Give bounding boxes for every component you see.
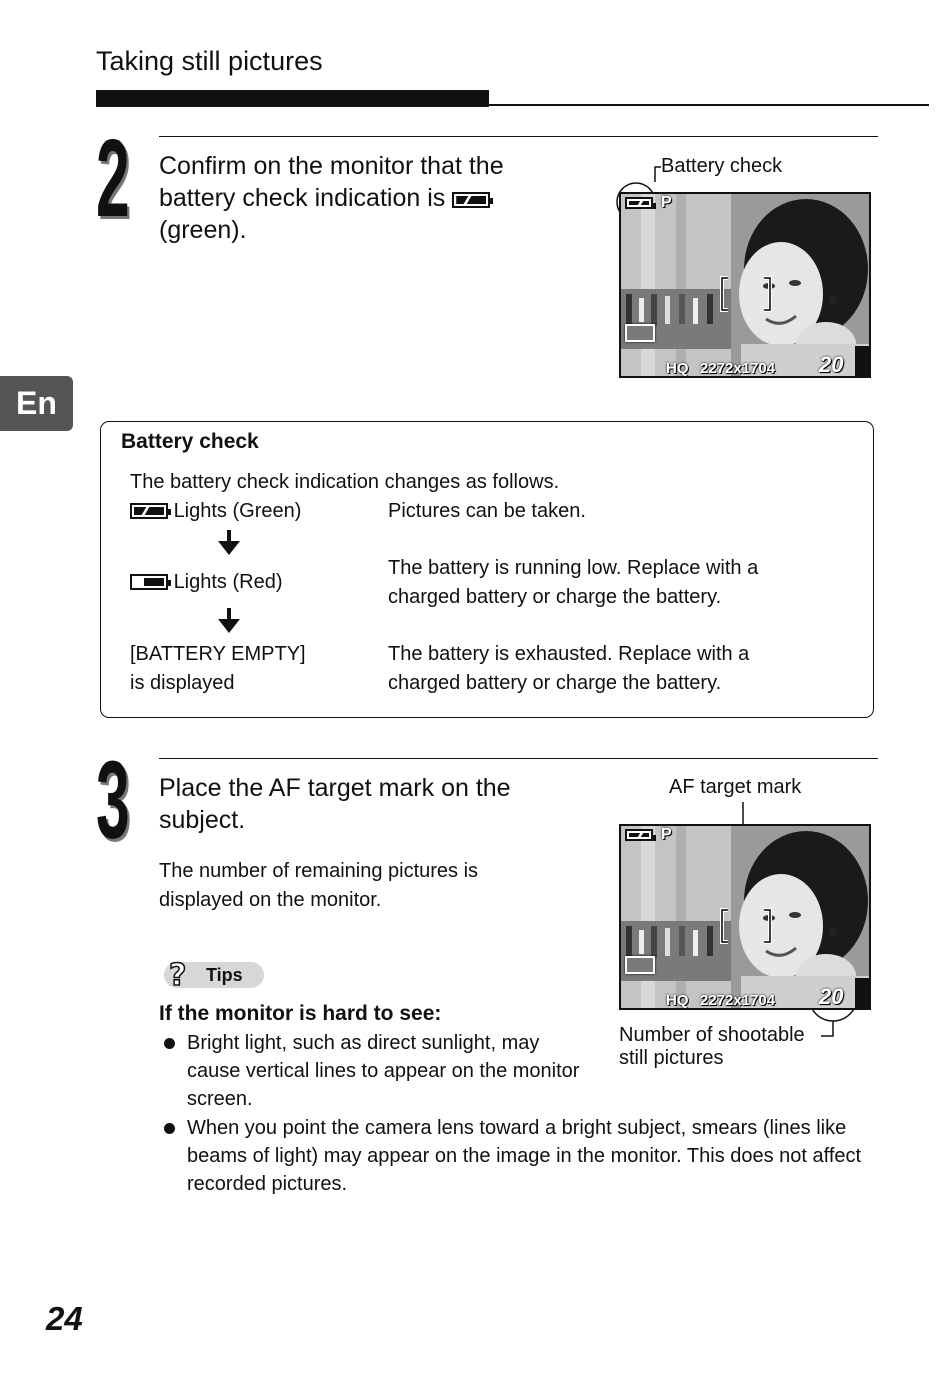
lcd-memory-icon <box>625 324 655 342</box>
step-3-instruction <box>159 772 511 836</box>
battery-desc-green: Pictures can be taken. <box>388 500 586 522</box>
tips-heading: If the monitor is hard to see: <box>159 1002 442 1025</box>
battery-desc-red <box>388 554 758 612</box>
language-tab: En <box>0 376 73 431</box>
battery-state-red <box>130 568 283 597</box>
shootable-label-line-1: Number of shootable <box>619 1024 805 1046</box>
step-2-line-1: Confirm on the monitor that the <box>159 152 504 180</box>
battery-low-icon <box>130 574 168 590</box>
step-2-instruction <box>159 150 504 246</box>
step-3-line-2: subject. <box>159 806 246 834</box>
battery-box-title: Battery check <box>121 430 259 453</box>
tips-bullet-1-line-3: screen. <box>187 1088 253 1110</box>
battery-state-empty <box>130 640 306 698</box>
battery-box-intro: The battery check indication changes as follows. <box>130 471 560 493</box>
battery-state-green <box>130 497 301 526</box>
monitor-preview-step-2 <box>619 192 871 378</box>
af-target-callout-label: AF target mark <box>669 776 802 798</box>
header-bar <box>96 90 489 107</box>
step-3-number: 3 <box>96 739 130 862</box>
lcd-quality: HQ <box>666 360 689 377</box>
battery-full-icon <box>130 503 168 519</box>
desc-red-line-1: The battery is running low. Replace with a <box>388 557 759 579</box>
shootable-label-line-2: still pictures <box>619 1047 724 1069</box>
lcd-mode-indicator: P <box>661 194 672 211</box>
step-3-note-line-2: displayed on the monitor. <box>159 889 382 911</box>
lcd-quality: HQ <box>666 992 689 1009</box>
lcd-shots-remaining: 20 <box>819 352 844 377</box>
tips-bullet-2-line-2: beams of light) may appear on the image in the monitor. This does not affect <box>187 1145 862 1167</box>
header-rule <box>489 104 929 106</box>
down-arrow-icon <box>218 541 240 555</box>
step-3-note-line-1: The number of remaining pictures is <box>159 860 479 882</box>
tips-bullet-1-line-1: Bright light, such as direct sunlight, may <box>187 1032 540 1054</box>
battery-check-callout-label: Battery check <box>661 155 783 177</box>
tips-label: Tips <box>206 965 243 985</box>
tips-bullet-2 <box>187 1114 861 1198</box>
lcd-shots-remaining: 20 <box>819 984 844 1009</box>
state-green-label: Lights (Green) <box>173 500 302 522</box>
tips-bullet-2-line-1: When you point the camera lens toward a bright subject, smears (lines like <box>187 1117 847 1139</box>
shootable-count-callout-label <box>619 1024 805 1070</box>
step-3-note <box>159 857 478 915</box>
tips-bullet-1-line-2: cause vertical lines to appear on the monitor <box>187 1060 580 1082</box>
lcd-card-indicator <box>855 978 869 1008</box>
desc-empty-line-2: charged battery or charge the battery. <box>388 672 722 694</box>
question-mark-icon <box>166 957 194 991</box>
step-3-line-1: Place the AF target mark on the <box>159 774 511 802</box>
af-target-mark-icon <box>718 274 774 314</box>
battery-desc-empty <box>388 640 749 698</box>
step-2-line-2-text: battery check indication is <box>159 184 446 212</box>
lcd-memory-icon <box>625 956 655 974</box>
down-arrow-icon <box>218 619 240 633</box>
state-red-label: Lights (Red) <box>173 571 283 593</box>
step-3-rule <box>159 758 878 759</box>
bullet-icon <box>164 1038 175 1049</box>
lcd-battery-icon <box>625 197 653 209</box>
lcd-battery-icon <box>625 829 653 841</box>
monitor-preview-step-3 <box>619 824 871 1010</box>
tips-bullet-2-line-3: recorded pictures. <box>187 1173 348 1195</box>
desc-red-line-2: charged battery or charge the battery. <box>388 586 722 608</box>
step-2-line-2 <box>159 182 504 214</box>
page-number: 24 <box>46 1300 83 1337</box>
bullet-icon <box>164 1123 175 1134</box>
step-2-line-3: (green). <box>159 216 247 244</box>
step-2-number: 2 <box>96 117 130 240</box>
desc-empty-line-1: The battery is exhausted. Replace with a <box>388 643 750 665</box>
state-empty-line-1: [BATTERY EMPTY] <box>130 643 306 665</box>
lcd-resolution: 2272x1704 <box>700 992 776 1009</box>
state-empty-line-2: is displayed <box>130 672 235 694</box>
svg-text:?: ? <box>169 958 187 991</box>
af-target-mark-icon <box>718 906 774 946</box>
tips-bullet-1 <box>187 1029 579 1113</box>
lcd-resolution: 2272x1704 <box>700 360 776 377</box>
step-2-rule <box>159 136 878 137</box>
page-section-title: Taking still pictures <box>96 46 323 76</box>
lcd-mode-indicator: P <box>661 826 672 843</box>
battery-full-icon <box>452 192 490 208</box>
lcd-card-indicator <box>855 346 869 376</box>
